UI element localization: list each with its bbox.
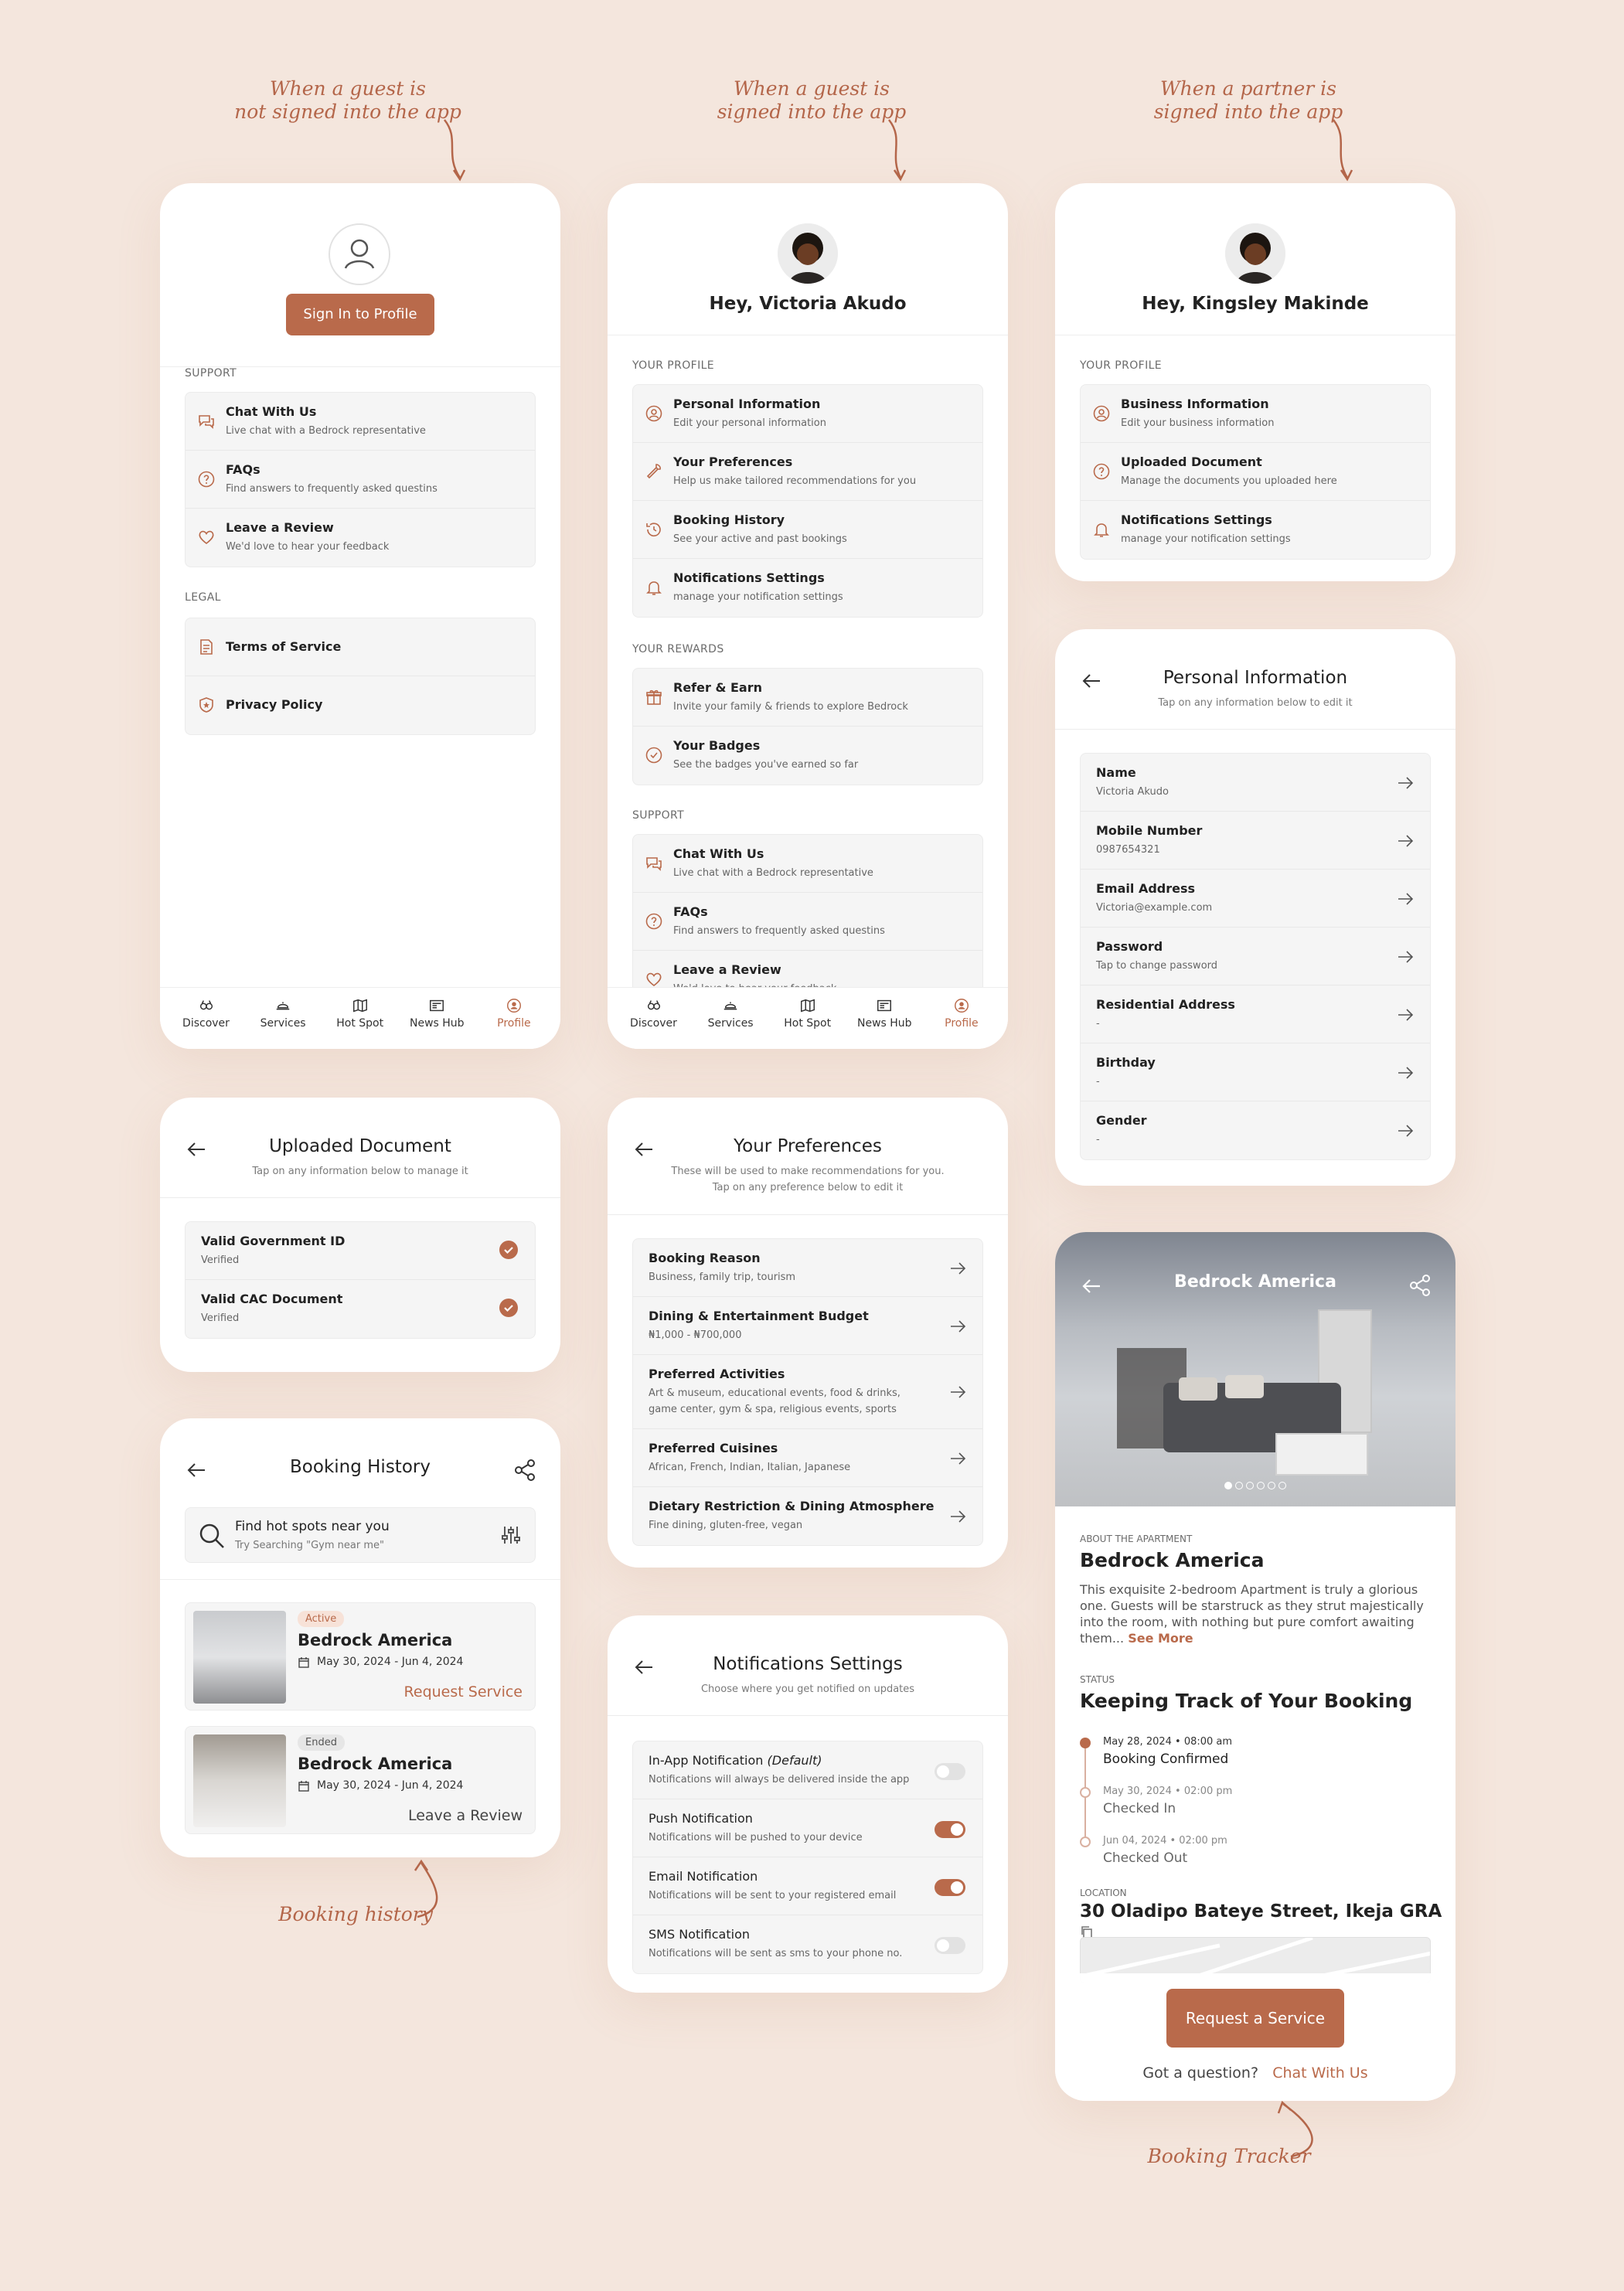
notification-subtitle: Notifications will be sent to your registered email	[649, 1890, 897, 1901]
arrow-right-icon	[1396, 774, 1415, 792]
avatar-placeholder	[329, 223, 390, 285]
menu-item-title: Your Preferences	[673, 454, 793, 469]
arrow-right-icon	[948, 1259, 967, 1278]
nav-item-hot-spot[interactable]	[769, 997, 846, 1030]
timeline-status: Checked Out	[1103, 1850, 1188, 1866]
field-row[interactable]	[1081, 928, 1430, 986]
gift-icon	[645, 688, 663, 706]
document-title: Valid Government ID	[201, 1234, 346, 1248]
carousel-dot[interactable]	[1268, 1482, 1275, 1489]
menu-item-title: FAQs	[226, 462, 260, 477]
notification-title-line	[649, 1753, 822, 1768]
section-label-profile: YOUR PROFILE	[1080, 359, 1163, 372]
heart-icon	[645, 970, 663, 989]
screen-title: Notifications Settings	[713, 1654, 903, 1674]
menu-item[interactable]	[633, 727, 982, 785]
menu-item-title: Leave a Review	[673, 962, 781, 977]
nav-item-news-hub[interactable]	[846, 997, 923, 1030]
cushion-shape	[1225, 1375, 1264, 1398]
carousel-dot[interactable]	[1246, 1482, 1254, 1489]
arrow-right-icon	[948, 1507, 967, 1526]
timeline-date: May 30, 2024 • 02:00 pm	[1103, 1785, 1233, 1797]
user-circle-icon	[1092, 404, 1111, 423]
verified-badge	[499, 1299, 518, 1317]
screen-subtitle: Choose where you get notified on updates	[700, 1683, 915, 1695]
search-bar[interactable]	[185, 1507, 536, 1563]
annotation-line: signed into the app	[717, 100, 907, 123]
menu-item[interactable]	[633, 835, 982, 893]
document-status: Verified	[201, 1312, 240, 1324]
menu-item-title: Uploaded Document	[1121, 454, 1262, 469]
search-icon	[198, 1522, 226, 1550]
description-text: This exquisite 2-bedroom Apartment is truly a glorious one. Guests will be starstruck as they strut majestically into the room, with nothing but pure comfort awaiting them...	[1080, 1582, 1424, 1646]
binoculars-icon	[198, 997, 215, 1014]
notification-row	[633, 1741, 982, 1799]
preference-title: Preferred Cuisines	[649, 1441, 778, 1455]
arrow-right-icon	[1396, 1064, 1415, 1082]
nav-item-label: Profile	[497, 1017, 531, 1030]
screen-subtitle: Tap on any preference below to edit it	[712, 1182, 904, 1193]
arrow-right-icon	[1396, 890, 1415, 908]
menu-item-title: Business Information	[1121, 397, 1269, 411]
table-shape	[1275, 1433, 1368, 1476]
screen-title: Booking History	[290, 1457, 431, 1477]
question-icon	[197, 470, 216, 488]
binoculars-icon	[645, 997, 662, 1014]
toggle-knob	[937, 1765, 949, 1778]
documents-group	[185, 1221, 536, 1339]
rewards-group	[632, 668, 983, 785]
carousel-dots[interactable]	[1055, 1478, 1455, 1493]
annotation-arrow	[437, 116, 475, 186]
notification-toggle[interactable]	[935, 1937, 965, 1954]
menu-item-title: Leave a Review	[226, 520, 334, 535]
section-label-support: SUPPORT	[632, 809, 685, 822]
field-row[interactable]	[1081, 812, 1430, 870]
bell-icon	[1092, 520, 1111, 539]
document-row[interactable]	[186, 1222, 535, 1280]
arrow-right-icon	[1396, 1122, 1415, 1140]
menu-item-subtitle: Help us make tailored recommendations for you	[673, 475, 917, 487]
preference-value: ₦1,000 - ₦700,000	[649, 1329, 742, 1341]
sign-in-button[interactable]: Sign In to Profile	[286, 294, 434, 335]
preference-title: Booking Reason	[649, 1251, 761, 1265]
booking-card[interactable]	[185, 1602, 536, 1711]
legal-group	[185, 618, 536, 735]
booking-status-badge: Active	[298, 1611, 344, 1627]
nav-item-label: News Hub	[857, 1017, 912, 1030]
wrench-icon	[645, 462, 663, 481]
share-icon[interactable]	[1409, 1274, 1431, 1297]
screen-subtitle: Tap on any information below to edit it	[1158, 697, 1353, 709]
booking-dates: May 30, 2024 - Jun 4, 2024	[317, 1779, 464, 1792]
preference-row[interactable]	[633, 1487, 982, 1545]
document-icon	[197, 638, 216, 656]
profile-icon	[506, 997, 523, 1014]
screen-header	[608, 1615, 1008, 1716]
history-icon	[645, 520, 663, 539]
nav-item-label: Services	[707, 1017, 754, 1030]
notification-row	[633, 1915, 982, 1973]
menu-item-subtitle: Live chat with a Bedrock representative	[226, 425, 426, 437]
field-value: 0987654321	[1096, 844, 1160, 856]
nav-item-label: Services	[260, 1017, 306, 1030]
notification-tag: (Default)	[767, 1753, 822, 1768]
menu-item-title: Personal Information	[673, 397, 821, 411]
menu-item[interactable]	[186, 676, 535, 734]
heart-icon	[197, 528, 216, 546]
notification-row	[633, 1799, 982, 1857]
menu-item[interactable]	[186, 618, 535, 676]
menu-item-title: Privacy Policy	[226, 697, 323, 712]
toggle-knob	[951, 1881, 963, 1894]
notification-title-line	[649, 1869, 758, 1884]
section-label-location: LOCATION	[1080, 1888, 1127, 1898]
nav-item-label: Hot Spot	[784, 1017, 832, 1030]
timeline-date: May 28, 2024 • 08:00 am	[1103, 1736, 1233, 1748]
guest-signed-in-screen	[608, 183, 1008, 1049]
share-icon[interactable]	[514, 1459, 536, 1482]
preference-row[interactable]	[633, 1429, 982, 1487]
personal-information-screen	[1055, 629, 1455, 1186]
toggle-knob	[951, 1823, 963, 1836]
arrow-right-icon	[948, 1317, 967, 1336]
preference-row[interactable]	[633, 1297, 982, 1355]
timeline-date: Jun 04, 2024 • 02:00 pm	[1103, 1835, 1227, 1847]
filter-icon[interactable]	[501, 1525, 521, 1545]
annotation-line: When a partner is	[1159, 77, 1336, 100]
screen-subtitle: These will be used to make recommendations for you.	[671, 1166, 945, 1177]
field-value: -	[1096, 1134, 1100, 1146]
menu-item-subtitle: Edit your business information	[1121, 417, 1275, 429]
preferences-screen	[608, 1098, 1008, 1568]
arrow-right-icon	[1396, 1006, 1415, 1024]
newspaper-icon	[428, 997, 445, 1014]
menu-item-subtitle: See your active and past bookings	[673, 533, 847, 545]
see-more-link[interactable]: See More	[1128, 1631, 1193, 1646]
notification-title: Push Notification	[649, 1811, 753, 1826]
field-value: Tap to change password	[1096, 960, 1218, 972]
badge-icon	[645, 746, 663, 764]
menu-item[interactable]	[633, 669, 982, 727]
screen-title: Uploaded Document	[269, 1136, 451, 1156]
toggle-knob	[937, 1939, 949, 1952]
menu-item-title: Chat With Us	[673, 846, 764, 861]
shield-icon	[197, 696, 216, 714]
menu-item[interactable]	[633, 501, 982, 559]
divider	[160, 1579, 560, 1580]
menu-item-title: Booking History	[673, 512, 785, 527]
annotation-line: not signed into the app	[234, 100, 461, 123]
menu-item-title: FAQs	[673, 904, 708, 919]
field-label: Password	[1096, 939, 1163, 954]
arrow-right-icon	[948, 1449, 967, 1468]
bottom-nav	[160, 987, 560, 1049]
partner-signed-in-screen	[1055, 183, 1455, 581]
avatar-portrait-icon	[1225, 223, 1285, 284]
notification-toggle[interactable]	[935, 1821, 965, 1838]
annotation-arrow	[1326, 116, 1364, 186]
avatar-portrait-icon	[778, 223, 838, 284]
avatar[interactable]	[1225, 223, 1285, 284]
question-icon	[645, 912, 663, 931]
timeline-status: Booking Confirmed	[1103, 1751, 1229, 1767]
preference-value: Fine dining, gluten-free, vegan	[649, 1520, 803, 1531]
booking-action-link[interactable]: Request Service	[403, 1683, 523, 1700]
booking-card[interactable]	[185, 1726, 536, 1834]
notification-row	[633, 1857, 982, 1915]
document-row[interactable]	[186, 1280, 535, 1338]
nav-item-label: Hot Spot	[336, 1017, 384, 1030]
menu-item-title: Notifications Settings	[673, 570, 825, 585]
location-line	[1080, 1901, 1455, 1942]
menu-item-subtitle: Invite your family & friends to explore Bedrock	[673, 701, 908, 713]
menu-item-title: Your Badges	[673, 738, 761, 753]
support-group	[185, 392, 536, 567]
notification-subtitle: Notifications will be sent as sms to your phone no.	[649, 1948, 903, 1959]
map-icon	[799, 997, 816, 1014]
section-label-about: ABOUT THE APARTMENT	[1080, 1534, 1193, 1544]
menu-item-subtitle: manage your notification settings	[673, 591, 843, 603]
profile-group	[632, 384, 983, 618]
chat-icon	[645, 854, 663, 873]
menu-item[interactable]	[186, 509, 535, 567]
location-address: 30 Oladipo Bateye Street, Ikeja GRA	[1080, 1901, 1442, 1922]
search-placeholder: Try Searching "Gym near me"	[235, 1540, 384, 1551]
section-label-support: SUPPORT	[185, 367, 237, 380]
field-row[interactable]	[1081, 1101, 1430, 1159]
field-label: Residential Address	[1096, 997, 1235, 1012]
field-label: Name	[1096, 765, 1136, 780]
booking-name: Bedrock America	[298, 1631, 453, 1649]
menu-item-title: Chat With Us	[226, 404, 317, 419]
bell-service-icon	[722, 997, 739, 1014]
apartment-description	[1080, 1581, 1431, 1646]
nav-item-label: News Hub	[410, 1017, 465, 1030]
nav-item-services[interactable]	[245, 997, 322, 1030]
menu-item-title: Notifications Settings	[1121, 512, 1272, 527]
chat-with-us-link[interactable]: Chat With Us	[1272, 2065, 1368, 2082]
annotation-line: When a guest is	[269, 77, 427, 100]
menu-item[interactable]	[633, 893, 982, 951]
carousel-dot[interactable]	[1224, 1482, 1232, 1489]
nav-item-services[interactable]	[693, 997, 769, 1030]
field-value: -	[1096, 1018, 1100, 1030]
menu-item[interactable]	[1081, 385, 1430, 443]
menu-item-subtitle: Manage the documents you uploaded here	[1121, 475, 1337, 487]
nav-item-discover[interactable]	[168, 997, 244, 1030]
menu-item-title: Terms of Service	[226, 639, 342, 654]
nav-item-news-hub[interactable]	[399, 997, 475, 1030]
booking-dates: May 30, 2024 - Jun 4, 2024	[317, 1656, 464, 1668]
field-label: Mobile Number	[1096, 823, 1203, 838]
section-label-profile: YOUR PROFILE	[632, 359, 715, 372]
screen-header	[160, 1098, 560, 1198]
arrow-right-icon	[1396, 832, 1415, 850]
preferences-group	[632, 1238, 983, 1546]
bell-service-icon	[274, 997, 291, 1014]
booking-status-badge: Ended	[298, 1734, 345, 1751]
screen-subtitle: Tap on any information below to manage it	[252, 1166, 468, 1177]
preference-value: Art & museum, educational events, food & drinks,	[649, 1387, 901, 1399]
annotation-arrow	[881, 116, 920, 186]
annotation-booking-tracker: Booking Tracker	[1147, 2145, 1311, 2167]
nav-item-discover[interactable]	[615, 997, 692, 1030]
field-value: Victoria@example.com	[1096, 902, 1213, 914]
profile-group	[1080, 384, 1431, 560]
avatar[interactable]	[778, 223, 838, 284]
cushion-shape	[1179, 1377, 1217, 1401]
calendar-icon	[298, 1656, 310, 1669]
status-title: Keeping Track of Your Booking	[1080, 1690, 1413, 1712]
calendar-icon	[298, 1780, 310, 1792]
timeline-dot	[1080, 1787, 1091, 1798]
menu-item-subtitle: manage your notification settings	[1121, 533, 1291, 545]
nav-item-label: Discover	[182, 1017, 230, 1030]
preference-title: Preferred Activities	[649, 1367, 785, 1381]
screen-header	[608, 1098, 1008, 1215]
menu-item-subtitle: See the badges you've earned so far	[673, 759, 859, 771]
menu-item[interactable]	[186, 393, 535, 451]
preference-value: game center, gym & spa, religious events, sports	[649, 1404, 897, 1415]
menu-item[interactable]	[1081, 501, 1430, 559]
annotation-line: When a guest is	[733, 77, 890, 100]
annotation-arrow	[402, 1855, 456, 1925]
preference-row[interactable]	[633, 1355, 982, 1429]
help-line	[1055, 2065, 1455, 2082]
section-label-legal: LEGAL	[185, 591, 221, 604]
notification-title: SMS Notification	[649, 1927, 751, 1942]
booking-tracker-screen	[1055, 1232, 1455, 2101]
nav-item-label: Profile	[945, 1017, 979, 1030]
menu-item[interactable]	[633, 385, 982, 443]
timeline-status: Checked In	[1103, 1801, 1176, 1816]
notification-title: In-App Notification	[649, 1753, 764, 1768]
annotation-booking-history: Booking history	[278, 1903, 433, 1925]
verified-badge	[499, 1241, 518, 1259]
menu-item[interactable]	[1081, 443, 1430, 501]
bottom-nav	[608, 987, 1008, 1049]
screen-title: Your Preferences	[734, 1136, 882, 1156]
menu-item-subtitle: Live chat with a Bedrock representative	[673, 867, 873, 879]
user-icon	[330, 225, 389, 284]
notification-settings-screen	[608, 1615, 1008, 1993]
field-value: Victoria Akudo	[1096, 786, 1169, 798]
booking-history-screen	[160, 1418, 560, 1857]
menu-item-title: Refer & Earn	[673, 680, 762, 695]
field-label: Email Address	[1096, 881, 1196, 896]
document-status: Verified	[201, 1254, 240, 1266]
apartment-name: Bedrock America	[1080, 1549, 1265, 1571]
preference-value: African, French, Indian, Italian, Japanese	[649, 1462, 851, 1473]
notification-title: Email Notification	[649, 1869, 758, 1884]
notifications-group	[632, 1741, 983, 1974]
preference-value: Business, family trip, tourism	[649, 1271, 796, 1283]
question-icon	[1092, 462, 1111, 481]
preference-row[interactable]	[633, 1239, 982, 1297]
notification-title-line	[649, 1927, 750, 1942]
hero-title: Bedrock America	[1174, 1272, 1336, 1292]
guest-signed-out-screen	[160, 183, 560, 1049]
notification-toggle[interactable]	[935, 1879, 965, 1896]
greeting-title: Hey, Kingsley Makinde	[1142, 294, 1369, 314]
apartment-photo	[1055, 1232, 1455, 1506]
check-icon	[499, 1241, 518, 1259]
screen-header	[1055, 629, 1455, 730]
annotation-arrow	[1268, 2095, 1322, 2164]
notification-subtitle: Notifications will always be delivered inside the app	[649, 1774, 910, 1785]
help-question: Got a question?	[1142, 2065, 1259, 2082]
timeline-dot	[1080, 1738, 1091, 1748]
field-row[interactable]	[1081, 1043, 1430, 1101]
annotation-line: signed into the app	[1153, 100, 1343, 123]
menu-item-subtitle: Find answers to frequently asked questins	[673, 925, 885, 937]
support-group	[632, 834, 983, 1009]
check-icon	[499, 1299, 518, 1317]
nav-item-profile[interactable]	[923, 997, 999, 1030]
newspaper-icon	[876, 997, 893, 1014]
notification-subtitle: Notifications will be pushed to your device	[649, 1832, 863, 1843]
booking-name: Bedrock America	[298, 1755, 453, 1773]
menu-item[interactable]	[186, 451, 535, 509]
nav-item-profile[interactable]	[475, 997, 552, 1030]
field-row[interactable]	[1081, 870, 1430, 928]
booking-thumbnail	[193, 1734, 286, 1827]
bottom-action-area	[1055, 1973, 1455, 2101]
booking-action-link[interactable]: Leave a Review	[407, 1807, 523, 1824]
personal-fields-group	[1080, 753, 1431, 1160]
menu-item[interactable]	[633, 559, 982, 617]
menu-item-subtitle: Edit your personal information	[673, 417, 826, 429]
document-title: Valid CAC Document	[201, 1292, 343, 1306]
field-label: Birthday	[1096, 1055, 1156, 1070]
field-value: -	[1096, 1076, 1100, 1088]
menu-item[interactable]	[633, 443, 982, 501]
search-title: Find hot spots near you	[235, 1519, 390, 1534]
section-label-status: STATUS	[1080, 1674, 1115, 1685]
map-icon	[352, 997, 369, 1014]
uploaded-document-screen	[160, 1098, 560, 1372]
booking-thumbnail	[193, 1611, 286, 1704]
field-row[interactable]	[1081, 986, 1430, 1043]
request-service-button[interactable]: Request a Service	[1166, 1989, 1344, 2048]
arrow-right-icon	[1396, 948, 1415, 966]
nav-item-label: Discover	[630, 1017, 677, 1030]
section-label-rewards: YOUR REWARDS	[632, 643, 724, 655]
preference-title: Dining & Entertainment Budget	[649, 1309, 869, 1323]
user-circle-icon	[645, 404, 663, 423]
bell-icon	[645, 578, 663, 597]
notification-title-line	[649, 1811, 753, 1826]
nav-item-hot-spot[interactable]	[322, 997, 398, 1030]
carousel-dot[interactable]	[1278, 1482, 1286, 1489]
field-label: Gender	[1096, 1113, 1147, 1128]
timeline-dot	[1080, 1837, 1091, 1847]
greeting-title: Hey, Victoria Akudo	[709, 294, 907, 314]
field-row[interactable]	[1081, 754, 1430, 812]
menu-item-subtitle: We'd love to hear your feedback	[226, 541, 390, 553]
notification-toggle[interactable]	[935, 1763, 965, 1780]
profile-icon	[953, 997, 970, 1014]
carousel-dot[interactable]	[1235, 1482, 1243, 1489]
screen-title: Personal Information	[1163, 668, 1348, 688]
carousel-dot[interactable]	[1257, 1482, 1265, 1489]
preference-title: Dietary Restriction & Dining Atmosphere	[649, 1499, 935, 1513]
chat-icon	[197, 412, 216, 431]
arrow-right-icon	[948, 1383, 967, 1401]
menu-item-subtitle: Find answers to frequently asked questins	[226, 483, 437, 495]
